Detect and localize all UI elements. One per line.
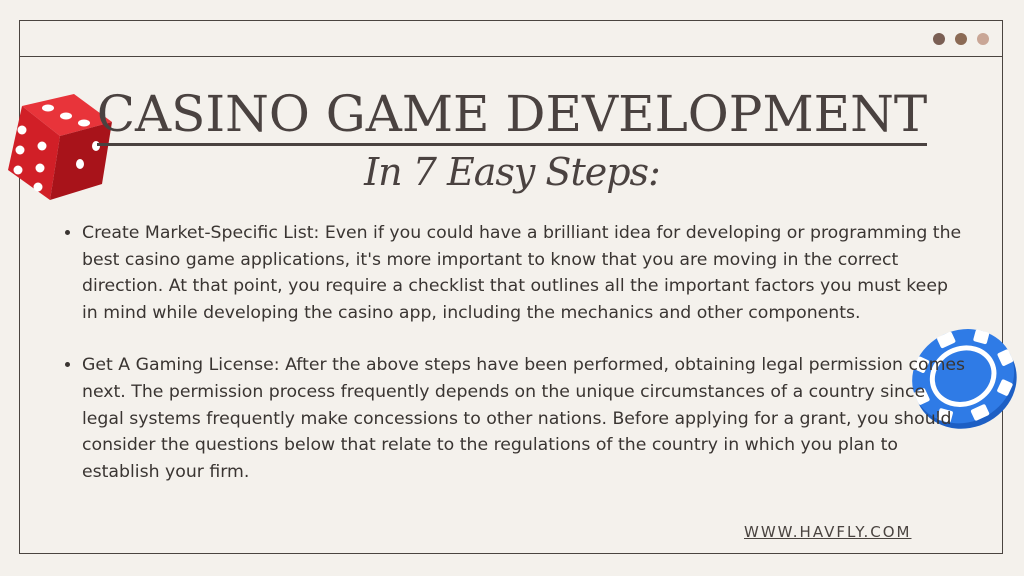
steps-list <box>62 220 967 485</box>
website-link[interactable]: WWW.HAVFLY.COM <box>744 523 912 541</box>
page-title-text: CASINO GAME DEVELOPMENT <box>97 85 927 146</box>
page-title <box>0 84 1024 144</box>
list-item: • Get A Gaming License: After the above steps have been performed, obtaining legal permission comes next. The permission process frequently depends on the unique circumstances of a country since legal systems frequently make concessions to other nations. Before applying for a grant, you should consider the questions below that relate to the regulations of the country in which you plan to establish your firm. <box>82 352 967 485</box>
page-subtitle: In 7 Easy Steps: <box>364 150 660 194</box>
window-dots <box>933 33 989 45</box>
list-item: • Create Market-Specific List: Even if you could have a brilliant idea for developing or programming the best casino game applications, it's more important to know that you are moving in the correct direction. At that point, you require a checklist that outlines all the important factors you must keep in mind while developing the casino app, including the mechanics and other components. <box>82 220 967 326</box>
dot-1 <box>933 33 945 45</box>
window-top-bar <box>19 20 1003 57</box>
dot-3 <box>977 33 989 45</box>
steps-content <box>62 220 967 511</box>
dot-2 <box>955 33 967 45</box>
